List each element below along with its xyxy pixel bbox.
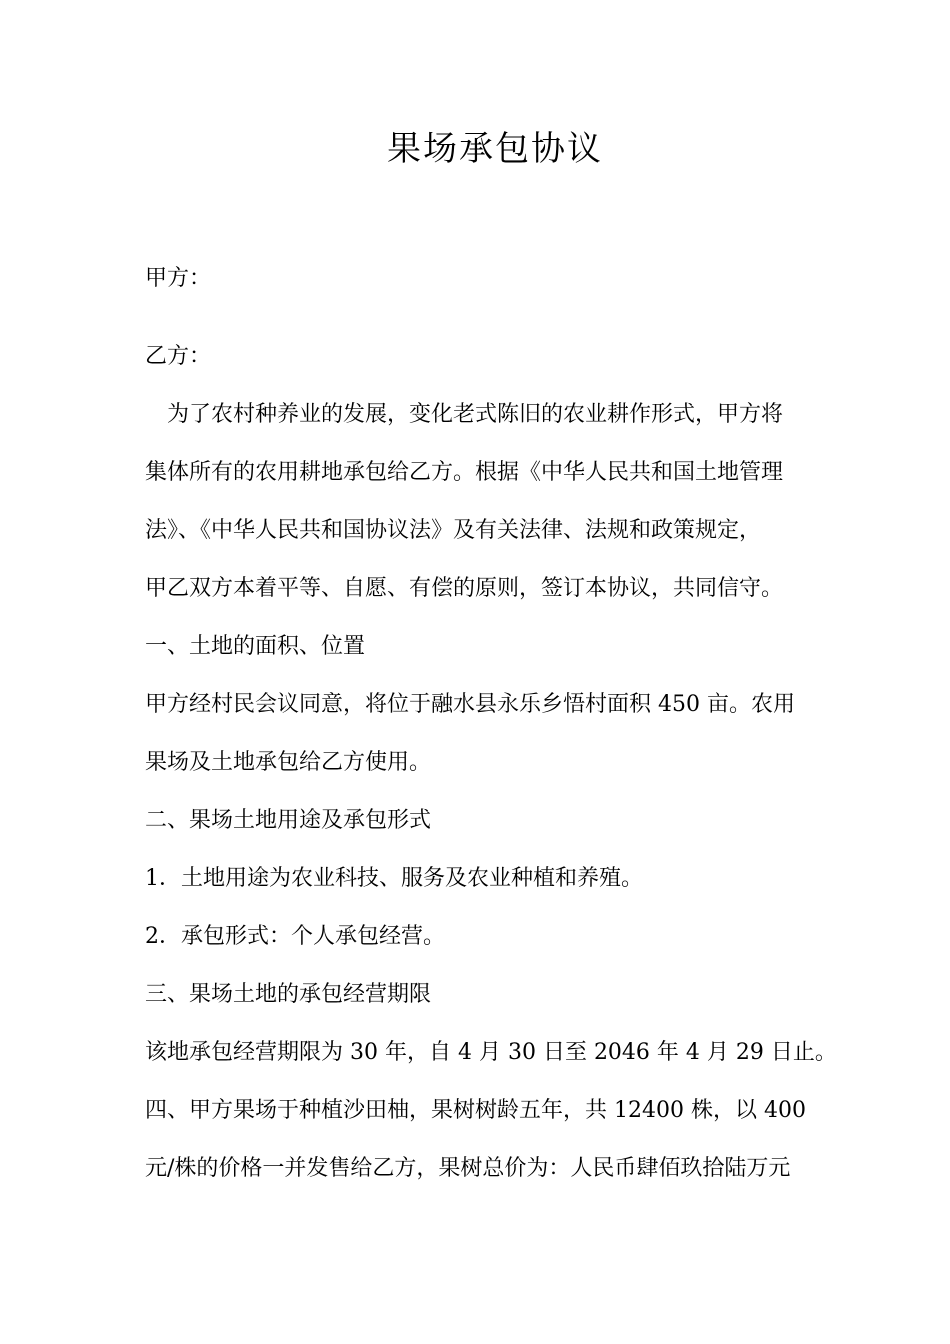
party-a-label: 甲方： — [145, 266, 212, 291]
preamble-line-1: 为了农村种养业的发展，变化老式陈旧的农业耕作形式，甲方将 — [167, 402, 784, 427]
preamble-line-4: 甲乙双方本着平等、自愿、有偿的原则，签订本协议，共同信守。 — [145, 576, 784, 601]
section-4-line-1: 四、甲方果场于种植沙田柚，果树树龄五年，共 12400 株，以 400 — [145, 1098, 806, 1123]
document-title: 果场承包协议 — [387, 129, 603, 169]
section-2-item-2: 2．承包形式：个人承包经营。 — [145, 924, 445, 949]
section-1-line-2: 果场及土地承包给乙方使用。 — [145, 750, 432, 775]
preamble-line-3: 法》、《中华人民共和国协议法》及有关法律、法规和政策规定， — [145, 518, 762, 543]
section-3-line-1: 该地承包经营期限为 30 年，自 4 月 30 日至 2046 年 4 月 29 日止。 — [145, 1040, 837, 1065]
section-4-line-2: 元/株的价格一并发售给乙方，果树总价为：人民币肆佰玖拾陆万元 — [145, 1156, 791, 1181]
preamble-line-2: 集体所有的农用耕地承包给乙方。根据《中华人民共和国土地管理 — [145, 460, 784, 485]
party-b-label: 乙方： — [145, 344, 212, 369]
section-1-line-1: 甲方经村民会议同意，将位于融水县永乐乡悟村面积 450 亩。农用 — [145, 692, 795, 717]
section-heading-1: 一、土地的面积、位置 — [145, 634, 366, 659]
section-heading-2: 二、果场土地用途及承包形式 — [145, 808, 432, 833]
section-2-item-1: 1．土地用途为农业科技、服务及农业种植和养殖。 — [145, 866, 643, 891]
section-heading-3: 三、果场土地的承包经营期限 — [145, 982, 432, 1007]
